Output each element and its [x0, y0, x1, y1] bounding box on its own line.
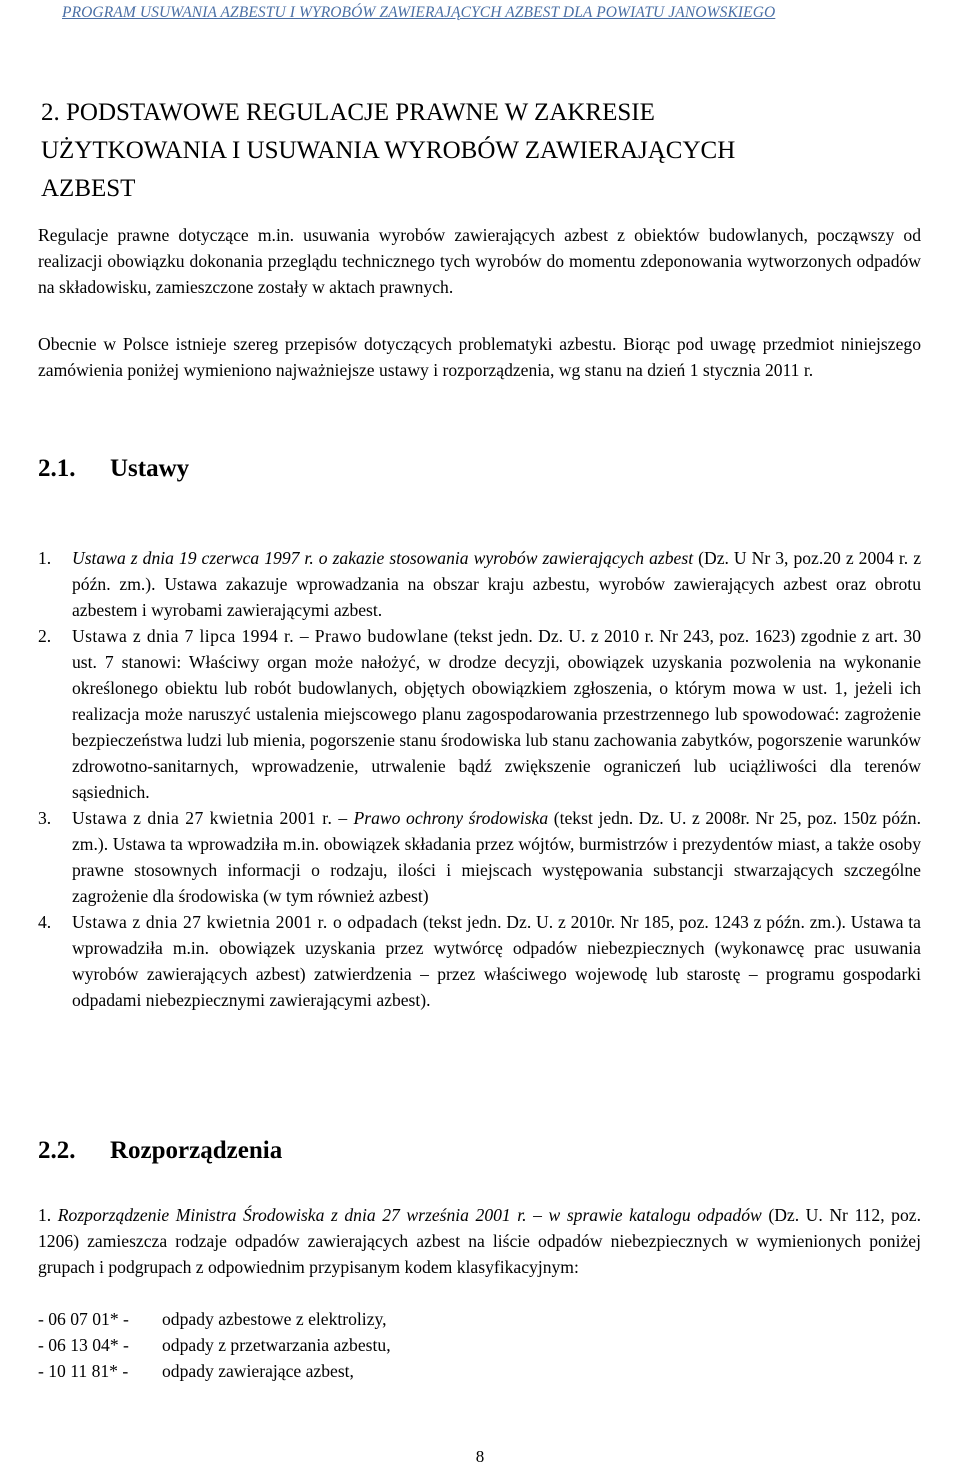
item-text: (Dz. U. Nr 112, poz. 1206) zamieszcza rodzaje odpadów zawierających azbest na liście odpadów niebezpiecznych w wymienionych poniżej grupach i podgrupach z odpowiednim przypisanym kodem klasyfikacyjnym:	[38, 1205, 921, 1277]
running-header: PROGRAM USUWANIA AZBESTU I WYROBÓW ZAWIERAJĄCYCH AZBEST DLA POWIATU JANOWSKIEGO	[62, 4, 776, 21]
waste-code-description: odpady z przetwarzania azbestu,	[162, 1335, 391, 1355]
chapter-title-line: UŻYTKOWANIA I USUWANIA WYROBÓW ZAWIERAJĄCYCH	[41, 137, 736, 164]
item-number: 2.	[38, 626, 52, 646]
chapter-title-line: 2. PODSTAWOWE REGULACJE PRAWNE W ZAKRESIE	[41, 99, 655, 126]
waste-code: - 06 13 04* -	[38, 1335, 129, 1355]
intro-paragraph: Obecnie w Polsce istnieje szereg przepisów dotyczących problematyki azbestu. Biorąc pod uwagę przedmiot niniejszego zamówienia poniżej wymieniono najważniejsze ustawy i rozporządzenia, wg stanu na dzień 1 stycznia 2011 r.	[38, 334, 921, 380]
chapter-title-line: AZBEST	[41, 175, 136, 202]
intro-paragraph: Regulacje prawne dotyczące m.in. usuwania wyrobów zawierających azbest z obiektów budowlanych, począwszy od realizacji obowiązku dokonania przeglądu technicznego tych wyrobów do momentu zdeponowania wytworzonych odpadów na składowisku, zamieszczone zostały w aktach prawnych.	[38, 225, 921, 297]
item-text: (tekst jedn. Dz. U. z 2010r. Nr 185, poz. 1243 z późn. zm.). Ustawa ta wprowadziła m.in. obowiązek uzyskania przez wytwórcę odpadów niebezpiecznych (wykonawcę prac usuwania wyrobów zawierających azbest) zatwierdzenia – przez właściwego wojewodę lub starostę – programu gospodarki odpadami niebezpiecznymi zawierającymi azbest).	[72, 912, 921, 1010]
waste-code-row	[38, 1358, 391, 1384]
waste-code: - 06 07 01* -	[38, 1309, 129, 1329]
item-title: Ustawa z dnia 19 czerwca 1997 r. o zakazie stosowania wyrobów zawierających azbest	[72, 548, 694, 568]
item-text: (tekst jedn. Dz. U. z 2008r. Nr 25, poz. 150z późn. zm.). Ustawa ta wprowadziła m.in. obowiązek składania przez wójtów, burmistrzów i prezydentów miast, a także osoby prawne stosownych informacji o rodzaju, ilości i miejscach występowania substancji stwarzających szczególne zagrożenie dla środowiska (w tym również azbest)	[72, 808, 921, 906]
item-number: 1.	[38, 1205, 52, 1225]
item-text: (Dz. U Nr 3, poz.20 z 2004 r. z późn. zm.). Ustawa zakazuje wprowadzania na obszar kraju azbestu, wyrobów zawierających azbest oraz obrotu azbestem i wyrobami zawierającymi azbest.	[72, 548, 921, 620]
waste-code-row	[38, 1306, 391, 1332]
regulation-item	[38, 1202, 921, 1280]
section-number: 2.2.	[38, 1137, 76, 1164]
item-title-italic: Prawo ochrony środowiska	[353, 808, 549, 828]
list-item	[38, 909, 921, 1013]
statute-list	[38, 545, 921, 1013]
item-title: Ustawa z dnia 27 kwietnia 2001 r. o odpadach	[72, 912, 419, 932]
waste-code-row	[38, 1332, 391, 1358]
item-title: Ustawa z dnia 27 kwietnia 2001 r. –	[72, 808, 354, 828]
section-heading	[38, 1137, 282, 1165]
list-item	[38, 545, 921, 623]
item-title: Rozporządzenie Ministra Środowiska z dnia 27 września 2001 r. – w sprawie katalogu odpadów	[57, 1205, 762, 1225]
list-item	[38, 805, 921, 909]
item-number: 3.	[38, 808, 52, 828]
waste-code-description: odpady zawierające azbest,	[162, 1361, 354, 1381]
section-title: Rozporządzenia	[110, 1137, 283, 1164]
page-number: 8	[475, 1447, 485, 1466]
list-item	[38, 623, 921, 805]
chapter-title	[41, 94, 921, 208]
section-number: 2.1.	[38, 455, 76, 482]
item-number: 1.	[38, 548, 52, 568]
item-number: 4.	[38, 912, 52, 932]
item-title: Ustawa z dnia 7 lipca 1994 r. – Prawo budowlane	[72, 626, 449, 646]
waste-code: - 10 11 81* -	[38, 1361, 129, 1381]
section-title: Ustawy	[110, 455, 190, 482]
section-heading	[38, 455, 189, 483]
item-text: (tekst jedn. Dz. U. z 2010 r. Nr 243, poz. 1623) zgodnie z art. 30 ust. 7 stanowi: Właściwy organ może nałożyć, w drodze decyzji, obowiązek uzyskania pozwolenia na wykonanie określonego obiektu lub robót budowlanych, objętych obowiązkiem zgłoszenia, o którym mowa w ust. 1, jeżeli ich realizacja może naruszyć ustalenia miejscowego planu zagospodarowania przestrzennego lub spowodować: zagrożenie bezpieczeństwa ludzi lub mienia, pogorszenie stanu środowiska lub stanu zachowania zabytków, pogorszenie warunków zdrowotno-sanitarnych, wprowadzenie, utrwalenie bądź zwiększenie ograniczeń lub uciążliwości dla terenów sąsiednich.	[72, 626, 921, 802]
waste-code-list	[38, 1306, 391, 1384]
waste-code-description: odpady azbestowe z elektrolizy,	[162, 1309, 387, 1329]
